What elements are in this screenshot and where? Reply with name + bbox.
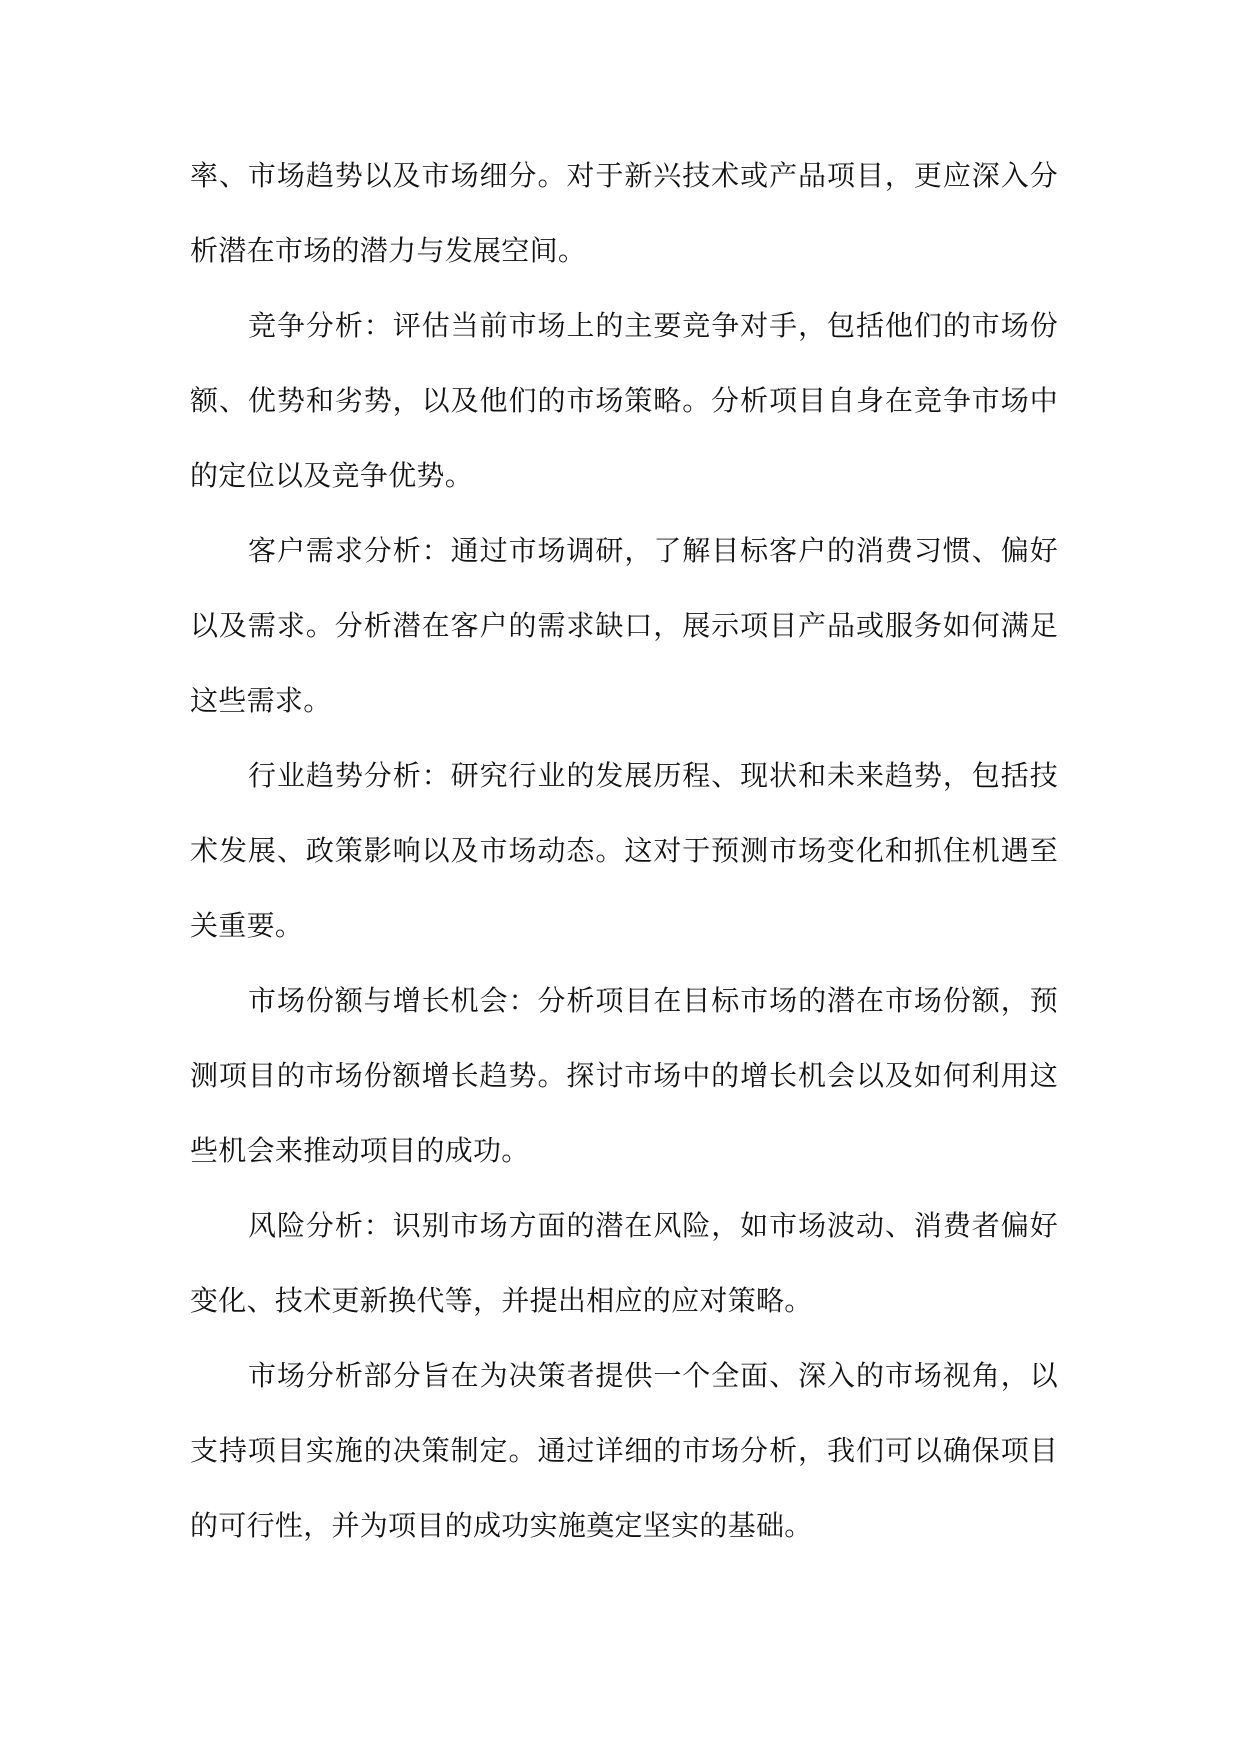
paragraph-risk-analysis: 风险分析：识别市场方面的潜在风险，如市场波动、消费者偏好变化、技术更新换代等，并提出相应的应对策略。	[190, 1209, 1058, 1317]
paragraph-market-size-continuation: 率、市场趋势以及市场细分。对于新兴技术或产品项目，更应深入分析潜在市场的潜力与发展空间。	[190, 159, 1058, 267]
paragraph-market-share-growth: 市场份额与增长机会：分析项目在目标市场的潜在市场份额，预测项目的市场份额增长趋势。探讨市场中的增长机会以及如何利用这些机会来推动项目的成功。	[190, 984, 1058, 1167]
paragraph-summary: 市场分析部分旨在为决策者提供一个全面、深入的市场视角，以支持项目实施的决策制定。通过详细的市场分析，我们可以确保项目的可行性，并为项目的成功实施奠定坚实的基础。	[190, 1359, 1058, 1542]
document-body	[190, 138, 1058, 1563]
paragraph-industry-trend-analysis: 行业趋势分析：研究行业的发展历程、现状和未来趋势，包括技术发展、政策影响以及市场动态。这对于预测市场变化和抓住机遇至关重要。	[190, 759, 1058, 942]
paragraph-competition-analysis: 竞争分析：评估当前市场上的主要竞争对手，包括他们的市场份额、优势和劣势，以及他们的市场策略。分析项目自身在竞争市场中的定位以及竞争优势。	[190, 309, 1058, 492]
paragraph-customer-needs-analysis: 客户需求分析：通过市场调研，了解目标客户的消费习惯、偏好以及需求。分析潜在客户的需求缺口，展示项目产品或服务如何满足这些需求。	[190, 534, 1058, 717]
